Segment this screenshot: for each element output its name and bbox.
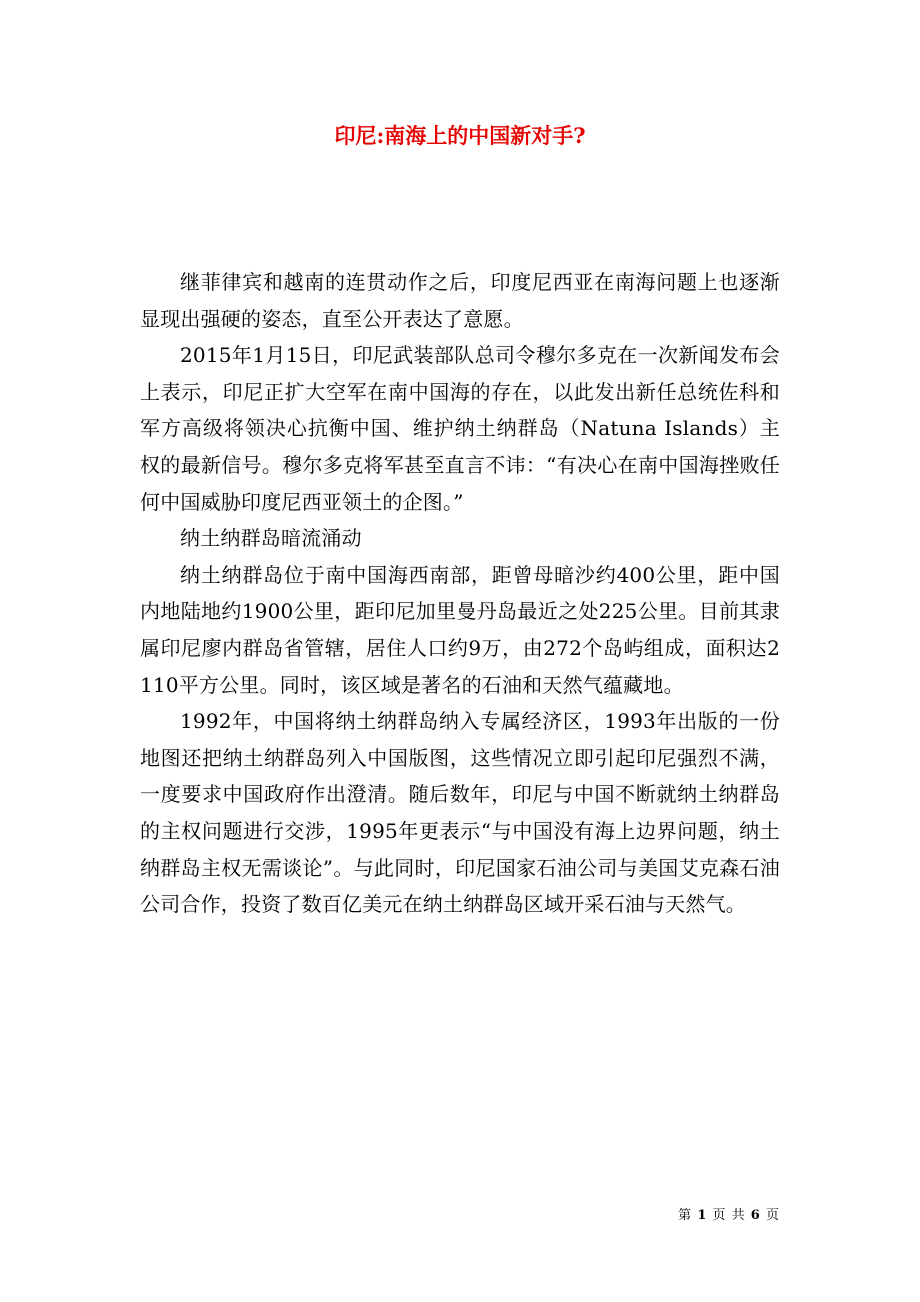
footer-page-number: 1 <box>697 1208 708 1223</box>
paragraph: 1992年，中国将纳土纳群岛纳入专属经济区，1993年出版的一份地图还把纳土纳群岛列入中国版图，这些情况立即引起印尼强烈不满，一度要求中国政府作出澄清。随后数年，印尼与中国不断就纳土纳群岛的主权问题进行交涉，1995年更表示“与中国没有海上边界问题，纳土纳群岛主权无需谈论”。与此同时，印尼国家石油公司与美国艾克森石油公司合作，投资了数百亿美元在纳土纳群岛区域开采石油与天然气。 <box>140 709 780 917</box>
footer-total-pages: 6 <box>750 1208 761 1223</box>
document-title: 印尼:南海上的中国新对手? <box>334 123 586 148</box>
document-body <box>140 264 780 923</box>
paragraph: 继菲律宾和越南的连贯动作之后，印度尼西亚在南海问题上也逐渐显现出强硬的姿态，直至公开表达了意愿。 <box>140 270 780 331</box>
footer-suffix: 页 <box>765 1208 780 1223</box>
paragraph: 纳土纳群岛位于南中国海西南部，距曾母暗沙约400公里，距中国内地陆地约1900公里，距印尼加里曼丹岛最近之处225公里。目前其隶属印尼廖内群岛省管辖，居住人口约9万，由272个岛屿组成，面积达2 110平方公里。同时，该区域是著名的石油和天然气蕴藏地。 <box>140 562 780 697</box>
footer-middle: 页 共 <box>712 1208 746 1223</box>
footer-prefix: 第 <box>678 1208 693 1223</box>
section-heading: 纳土纳群岛暗流涌动 <box>180 526 362 551</box>
paragraph: 2015年1月15日，印尼武装部队总司令穆尔多克在一次新闻发布会上表示，印尼正扩大空军在南中国海的存在，以此发出新任总统佐科和军方高级将领决心抗衡中国、维护纳土纳群岛（Natuna Islands）主权的最新信号。穆尔多克将军甚至直言不讳：“有决心在南中国海挫败任何中国威胁印度尼西亚领土的企图。” <box>140 343 780 514</box>
page-footer <box>678 1206 780 1226</box>
